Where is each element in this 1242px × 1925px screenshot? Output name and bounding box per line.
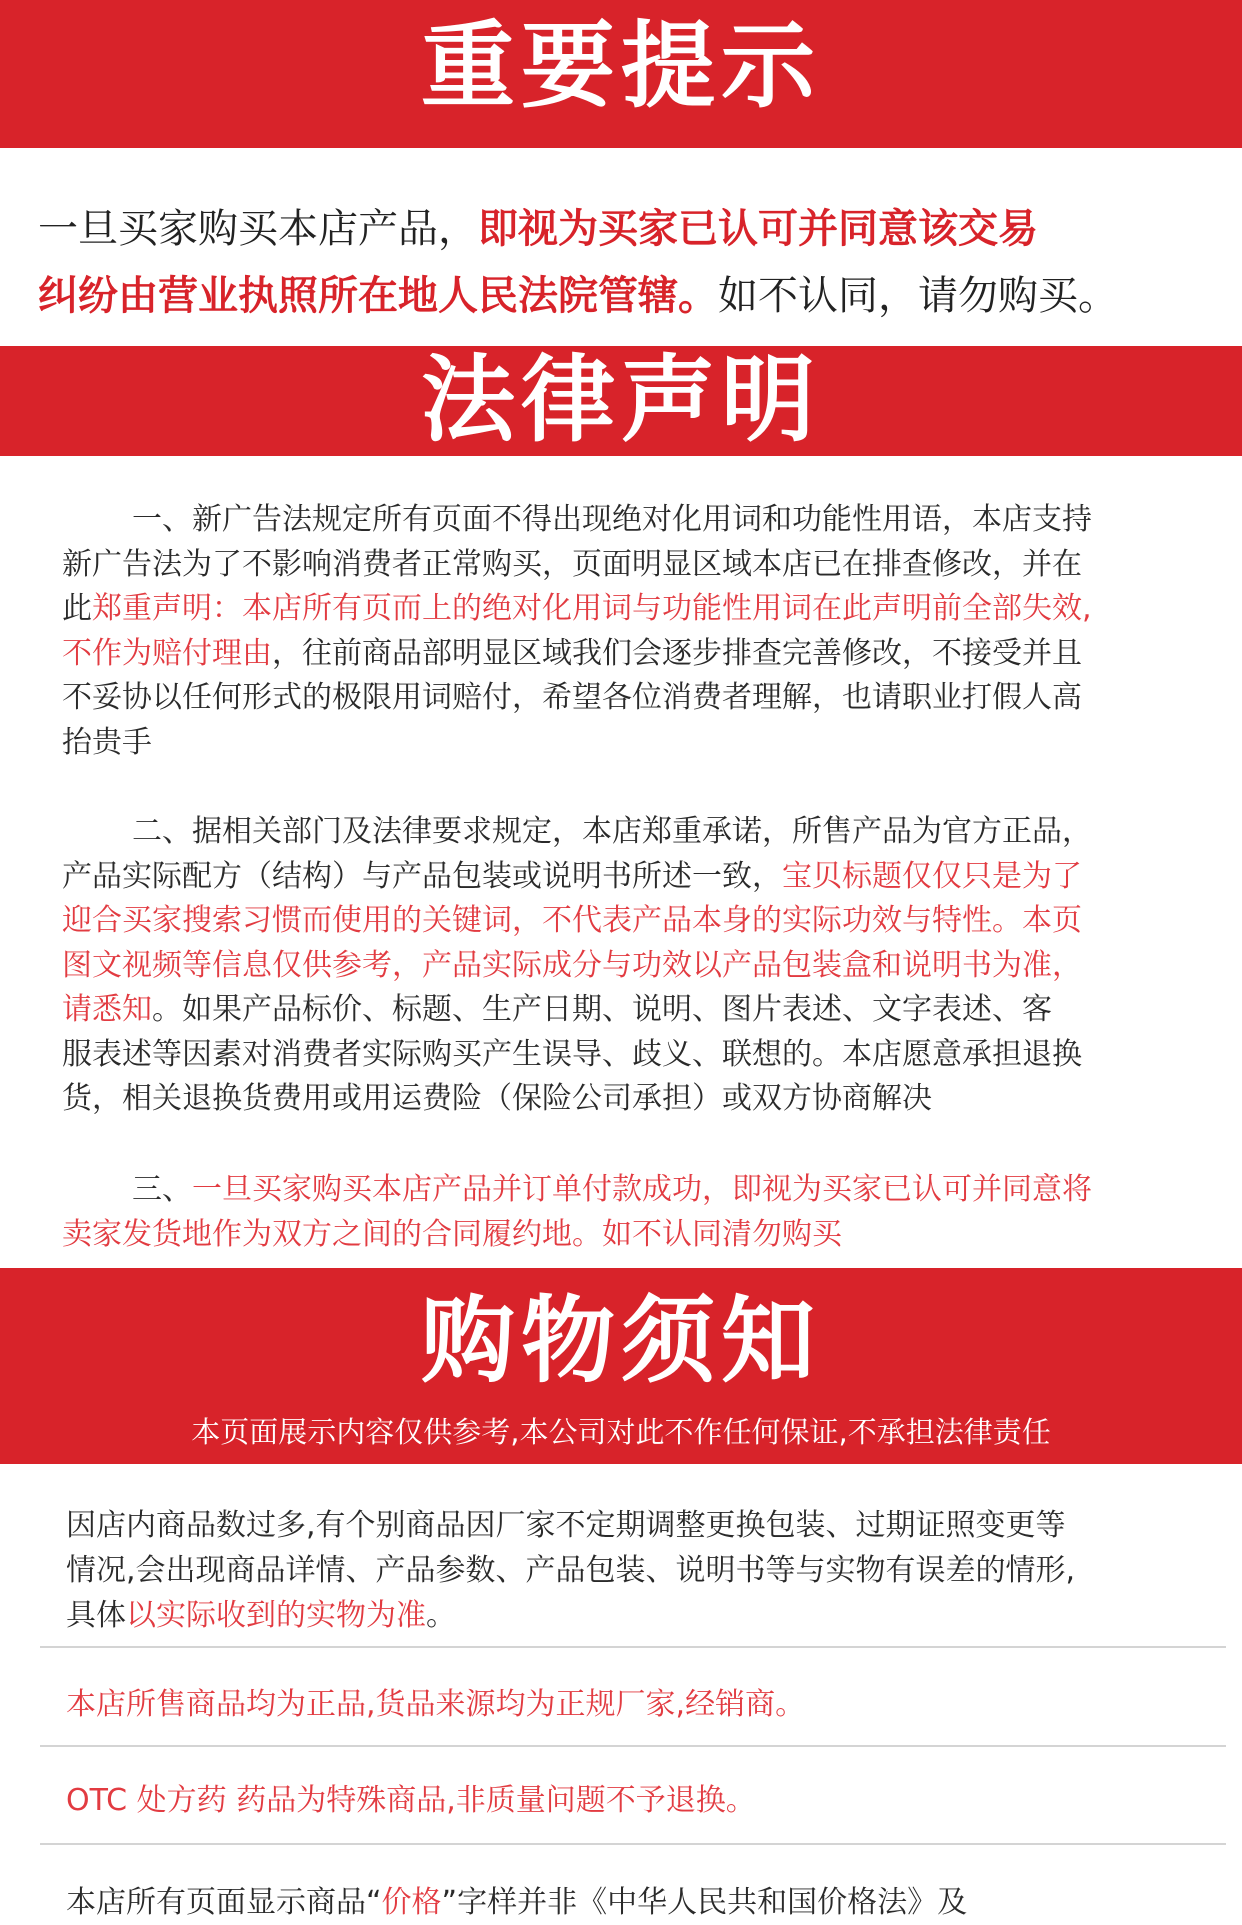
notice-red-text: 纠纷由营业执照所在地人民法院管辖。 (38, 273, 718, 319)
item-line: OTC 处方药 药品为特殊商品,非质量问题不予退换。 (66, 1783, 756, 1818)
red-text: 一旦买家购买本店产品并订单付款成功，即视为买家已认可并同意将 (192, 1172, 1092, 1207)
paragraph-line: 新广告法为了不影响消费者正常购买，页面明显区域本店已在排查修改，并在 (62, 546, 1082, 582)
paragraph-line (62, 632, 1222, 677)
important-notice (38, 196, 1238, 330)
red-text: 宝贝标题仅仅只是为了 (782, 858, 1082, 894)
shopping-item-genuine (66, 1682, 1216, 1727)
shopping-subtitle: 本页面展示内容仅供参考,本公司对此不作任何保证,不承担法律责任 (191, 1415, 1051, 1449)
plain-text: 。如果产品标价、标题、生产日期、说明、图片表述、文字表述、客 (152, 992, 1052, 1027)
item-line: 因店内商品数过多,有个别商品因厂家不定期调整更换包装、过期证照变更等 (66, 1508, 1066, 1543)
paragraph-line: 卖家发货地作为双方之间的合同履约地。如不认同清勿购买 (62, 1216, 842, 1252)
paragraph-line (62, 988, 1222, 1033)
item-line: 本店所售商品均为正品,货品来源均为正规厂家,经销商。 (66, 1687, 806, 1722)
shopping-banner (0, 1268, 1242, 1464)
paragraph-line: 服表述等因素对消费者实际购买产生误导、歧义、联想的。本店愿意承担退换 (62, 1036, 1082, 1072)
red-text: 价格 (381, 1885, 442, 1920)
plain-text: 此 (62, 591, 92, 626)
paragraph-line: 迎合买家搜索习惯而使用的关键词，不代表产品本身的实际功效与特性。本页 (62, 903, 1082, 938)
plain-text: 本店所有页面显示商品“ (66, 1885, 382, 1920)
divider (40, 1745, 1226, 1747)
item-line (66, 1593, 1216, 1638)
legal-title: 法律声明 (420, 346, 821, 455)
shopping-item-packaging (66, 1503, 1216, 1638)
red-text: 郑重声明：本店所有页而上的绝对化用词与功能性用词在此声明前全部失效, (92, 591, 1092, 626)
paragraph-line (62, 855, 1222, 900)
item-line: 情况,会出现商品详情、产品参数、产品包装、说明书等与实物有误差的情形, (66, 1553, 1076, 1588)
plain-text: 。 (426, 1598, 456, 1633)
notice-red-text: 即视为买家已认可并同意该交易 (478, 206, 1038, 252)
paragraph-line: 不妥协以任何形式的极限用词赔付，希望各位消费者理解，也请职业打假人高 (62, 680, 1082, 715)
paragraph-line (62, 587, 1222, 632)
plain-text: ”字样并非《中华人民共和国价格法》及 (441, 1885, 968, 1920)
notice-text: 一旦买家购买本店产品， (38, 206, 478, 252)
divider (40, 1843, 1226, 1845)
important-banner (0, 0, 1242, 148)
paragraph-line: 图文视频等信息仅供参考，产品实际成分与功效以产品包装盒和说明书为准， (62, 947, 1082, 983)
red-text: 以实际收到的实物为准 (126, 1598, 426, 1633)
plain-text: 产品实际配方（结构）与产品包装或说明书所述一致， (62, 858, 782, 894)
item-line (66, 1880, 1216, 1925)
paragraph-line: 二、据相关部门及法律要求规定，本店郑重承诺，所售产品为官方正品， (132, 814, 1092, 849)
notice-line-2 (38, 263, 1238, 330)
shopping-title: 购物须知 (420, 1287, 821, 1396)
legal-paragraph-1 (62, 498, 1222, 765)
paragraph-line (62, 1168, 1222, 1213)
paragraph-line: 抬贵手 (62, 724, 152, 760)
divider (40, 1646, 1226, 1648)
red-text: 不作为赔付理由 (62, 635, 272, 671)
paragraph-line: 货，相关退换货费用或用运费险（保险公司承担）或双方协商解决 (62, 1081, 932, 1116)
legal-banner (0, 346, 1242, 456)
paragraph-line: 一、新广告法规定所有页面不得出现绝对化用词和功能性用语，本店支持 (132, 502, 1092, 537)
important-title: 重要提示 (420, 12, 821, 121)
shopping-item-price (66, 1880, 1216, 1925)
shopping-item-otc (66, 1778, 1216, 1823)
notice-text: 如不认同，请勿购买。 (718, 273, 1118, 319)
legal-paragraph-3 (62, 1168, 1222, 1257)
legal-paragraph-2 (62, 810, 1222, 1122)
notice-line-1 (38, 196, 1238, 263)
plain-text: 三、 (132, 1172, 192, 1207)
plain-text: ，往前商品部明显区域我们会逐步排查完善修改，不接受并且 (272, 635, 1082, 671)
plain-text: 具体 (66, 1598, 126, 1633)
red-text: 请悉知 (62, 992, 152, 1027)
